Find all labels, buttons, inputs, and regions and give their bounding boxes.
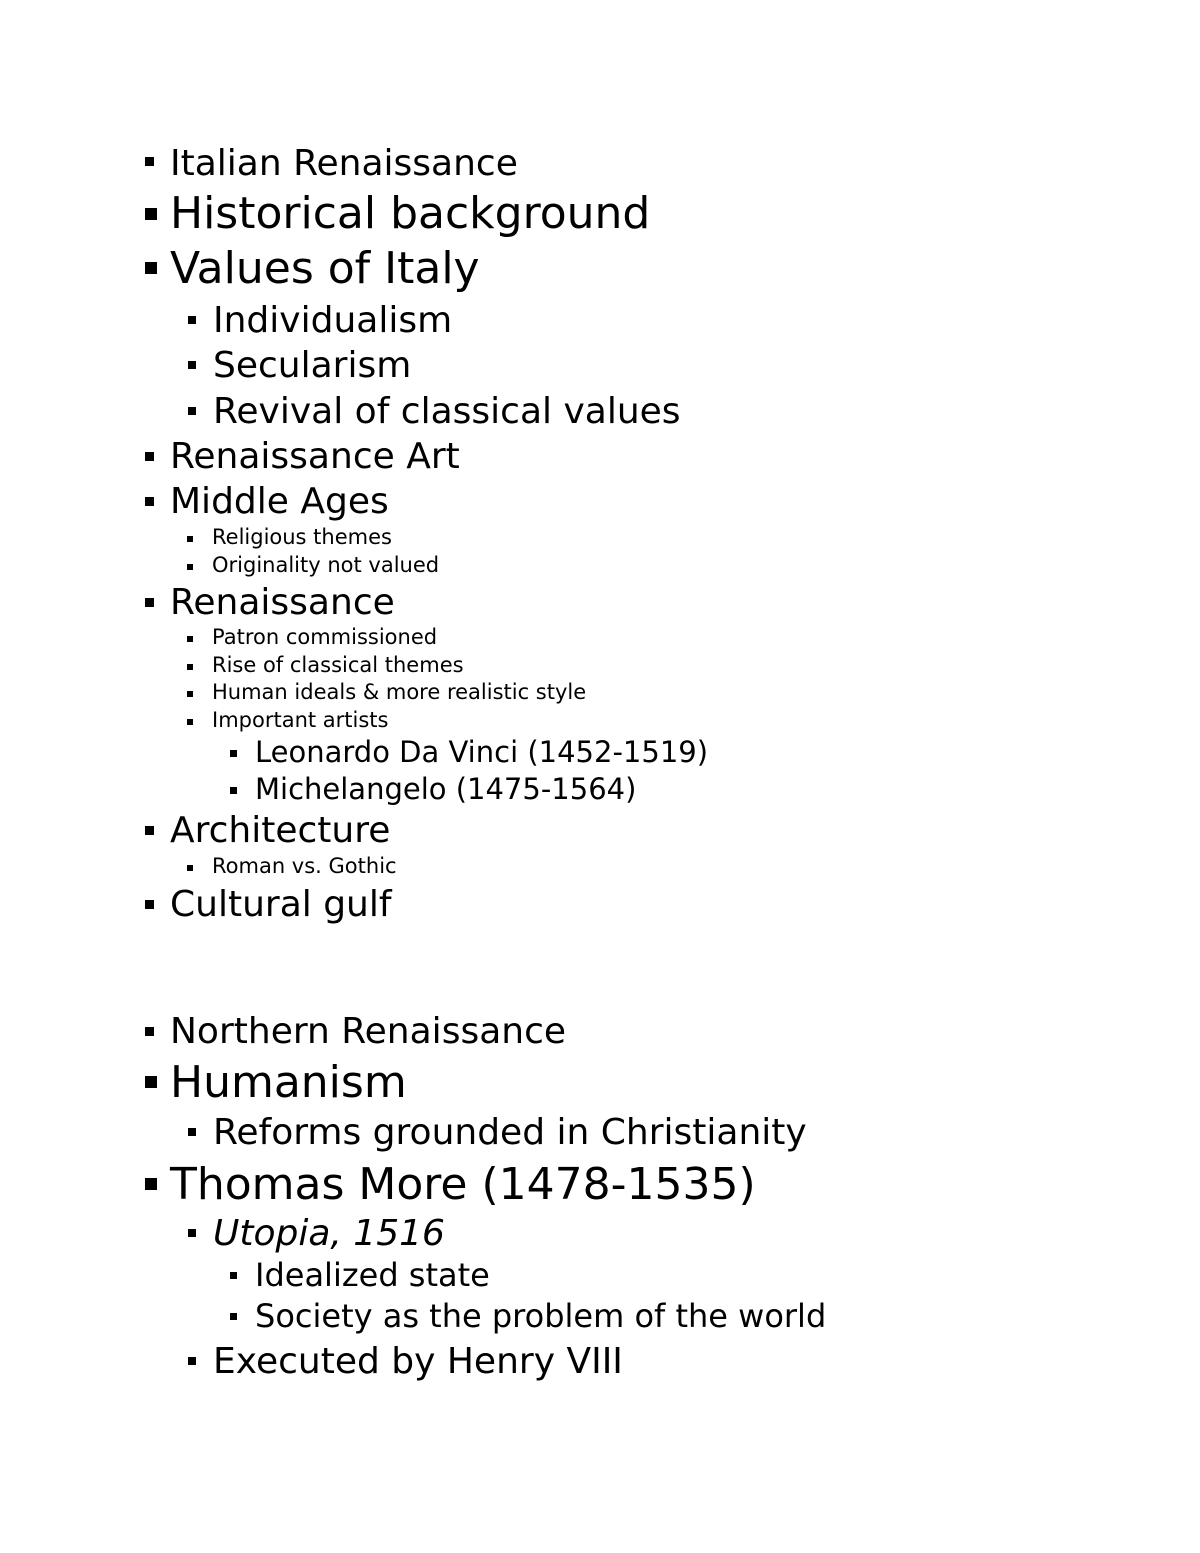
renaissance-subitem: Human ideals & more realistic style	[212, 680, 587, 704]
bullet-icon	[145, 826, 154, 835]
middle-ages-item: Middle Ages	[170, 481, 389, 522]
architecture-subitem: Roman vs. Gothic	[212, 854, 397, 878]
bullet-icon	[145, 1027, 154, 1036]
renaissance-item: Renaissance	[170, 582, 395, 623]
utopia-subitem: Society as the problem of the world	[255, 1297, 827, 1335]
bullet-icon	[230, 750, 237, 757]
renaissance-art-item: Renaissance Art	[170, 436, 460, 477]
humanism-item: Humanism	[170, 1057, 407, 1108]
bullet-icon	[145, 497, 154, 506]
bullet-icon	[145, 1178, 157, 1190]
bullet-icon	[188, 1357, 196, 1365]
executed-item: Executed by Henry VIII	[213, 1341, 623, 1382]
bullet-icon	[187, 691, 193, 697]
bullet-icon	[188, 407, 196, 415]
bullet-icon	[187, 664, 193, 670]
bullet-icon	[145, 900, 154, 909]
bullet-icon	[188, 1128, 196, 1136]
bullet-icon	[230, 787, 237, 794]
bullet-icon	[230, 1272, 237, 1279]
bullet-icon	[145, 452, 154, 461]
bullet-icon	[187, 865, 193, 871]
renaissance-subitem: Important artists	[212, 708, 389, 732]
section-heading-northern: Northern Renaissance	[170, 1011, 567, 1052]
utopia-item: Utopia, 1516	[213, 1213, 445, 1254]
bullet-icon	[187, 536, 193, 542]
section-heading-italian: Italian Renaissance	[170, 143, 518, 184]
cultural-gulf-item: Cultural gulf	[170, 884, 392, 925]
artist-item: Michelangelo (1475-1564)	[255, 772, 637, 806]
bullet-icon	[230, 1313, 237, 1320]
bullet-icon	[187, 719, 193, 725]
middle-ages-subitem: Religious themes	[212, 525, 392, 549]
middle-ages-subitem: Originality not valued	[212, 553, 440, 577]
historical-background-item: Historical background	[170, 188, 651, 239]
bullet-icon	[145, 598, 154, 607]
bullet-icon	[188, 1229, 196, 1237]
renaissance-subitem: Rise of classical themes	[212, 653, 464, 677]
values-item: Revival of classical values	[213, 391, 681, 432]
bullet-icon	[145, 262, 157, 274]
bullet-icon	[187, 636, 193, 642]
renaissance-subitem: Patron commissioned	[212, 625, 438, 649]
artist-item: Leonardo Da Vinci (1452-1519)	[255, 735, 709, 769]
utopia-subitem: Idealized state	[255, 1256, 490, 1294]
bullet-icon	[188, 361, 196, 369]
architecture-item: Architecture	[170, 810, 391, 851]
bullet-icon	[188, 316, 196, 324]
bullet-icon	[145, 157, 154, 166]
values-item: Secularism	[213, 345, 412, 386]
bullet-icon	[145, 208, 157, 220]
humanism-subitem: Reforms grounded in Christianity	[213, 1112, 807, 1153]
values-of-italy-item: Values of Italy	[170, 243, 480, 294]
bullet-icon	[145, 1076, 157, 1088]
thomas-more-item: Thomas More (1478-1535)	[170, 1159, 756, 1210]
values-item: Individualism	[213, 300, 453, 341]
bullet-icon	[187, 564, 193, 570]
